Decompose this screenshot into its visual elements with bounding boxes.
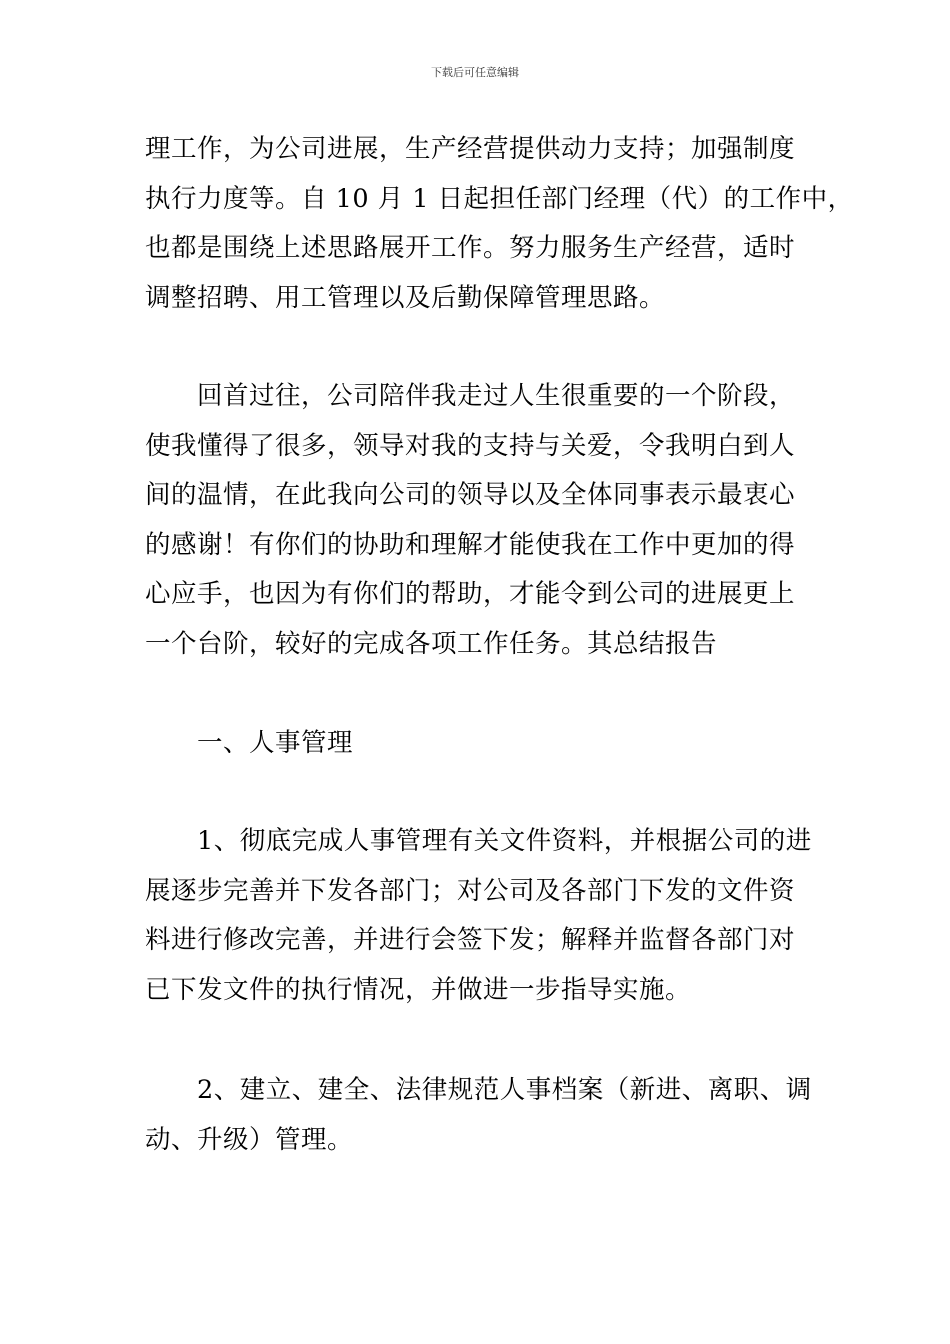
- text-line: 调整招聘、用工管理以及后勤保障管理思路。: [145, 282, 666, 313]
- paragraph-work-continuation: [145, 125, 854, 323]
- text-line: 间的温情，在此我向公司的领导以及全体同事表示最衷心: [145, 480, 796, 510]
- paragraph-item-1: [145, 817, 815, 1015]
- text-line: 理工作，为公司进展，生产经营提供动力支持；加强制度: [145, 134, 796, 164]
- text-line: 1、彻底完成人事管理有关文件资料，并根据公司的进: [197, 826, 812, 856]
- paragraph-item-2: [145, 1066, 815, 1165]
- text-line: 回首过往，公司陪伴我走过人生很重要的一个阶段，: [197, 381, 796, 411]
- text-line: 一个台阶，较好的完成各项工作任务。其总结报告: [145, 628, 718, 659]
- text-line: 2、建立、建全、法律规范人事档案（新进、离职、调: [197, 1075, 812, 1105]
- text-line: 动、升级）管理。: [145, 1124, 354, 1155]
- text-line: 料进行修改完善，并进行会签下发；解释并监督各部门对: [145, 925, 796, 955]
- text-line: 使我懂得了很多，领导对我的支持与关爱，令我明白到人: [145, 430, 796, 461]
- page-header: 下载后可任意编辑: [431, 66, 519, 79]
- text-line: 展逐步完善并下发各部门；对公司及各部门下发的文件资: [145, 875, 796, 906]
- text-line: 执行力度等。自 10 月 1 日起担任部门经理（代）的工作中，: [145, 183, 854, 214]
- text-line: 的感谢！有你们的协助和理解才能使我在工作中更加的得: [145, 529, 796, 560]
- text-line: 心应手，也因为有你们的帮助，才能令到公司的进展更上: [145, 579, 796, 609]
- paragraph-gratitude: [145, 372, 815, 669]
- heading-line: 一、人事管理: [197, 728, 354, 758]
- text-line: 也都是围绕上述思路展开工作。努力服务生产经营，适时: [145, 233, 796, 263]
- text-line: 已下发文件的执行情况，并做进一步指导实施。: [145, 974, 692, 1005]
- section-heading-personnel: [145, 719, 815, 769]
